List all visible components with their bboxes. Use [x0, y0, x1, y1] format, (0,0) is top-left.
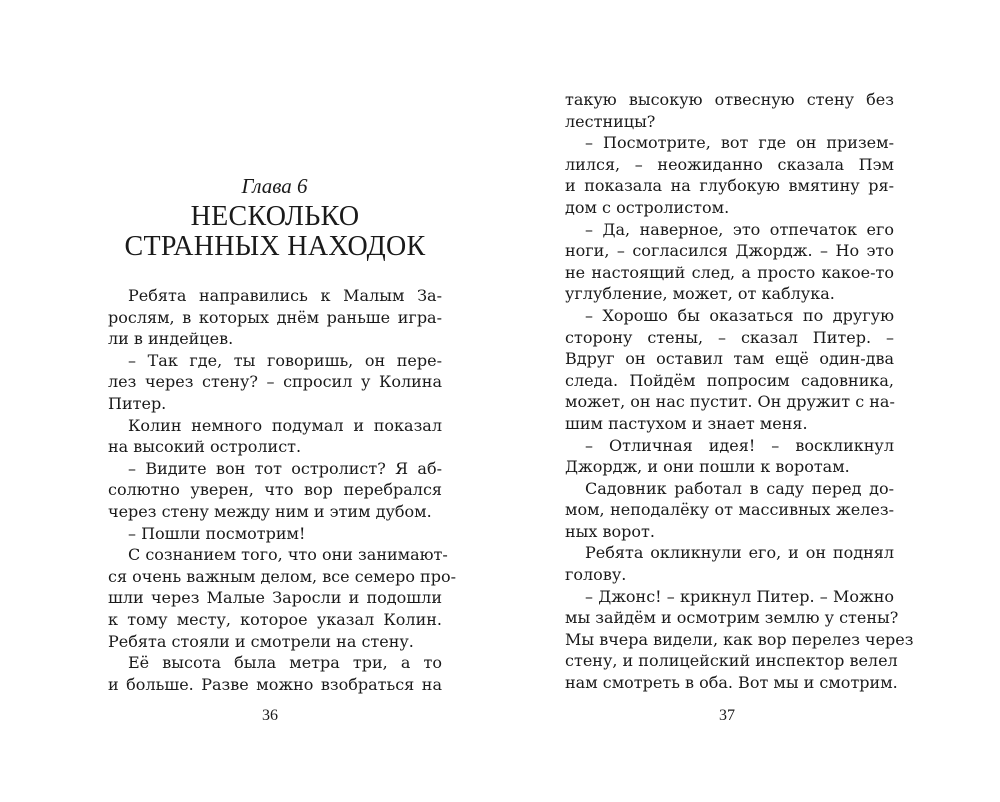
text-line: солютно уверен, что вор перебрался: [108, 480, 442, 500]
text-line: сторону стены, – сказал Питер. –: [565, 327, 894, 347]
text-line: через стену между ним и этим дубом.: [108, 501, 432, 521]
page-number: 37: [719, 707, 735, 724]
page-number: 36: [262, 707, 278, 724]
text-line: на высокий остролист.: [108, 437, 302, 457]
paragraph: [565, 132, 894, 218]
text-line: углубление, может, от каблука.: [565, 284, 835, 304]
text-line: – Джонс! – крикнул Питер. – Можно: [585, 586, 894, 606]
text-line: шим пастухом и знает меня.: [565, 413, 808, 433]
text-line: Колин немного подумал и показал: [128, 415, 442, 435]
text-line: дом с остролистом.: [565, 197, 730, 217]
text-line: С сознанием того, что они занимают-: [128, 545, 448, 565]
paragraph: [565, 89, 894, 132]
text-line: не настоящий след, а просто какое-то: [565, 262, 894, 282]
paragraph: [108, 350, 442, 415]
chapter-title-line: СТРАННЫХ НАХОДОК: [124, 231, 426, 262]
paragraph: [108, 544, 456, 652]
text-line: к тому месту, которое указал Колин.: [108, 609, 442, 629]
text-line: ных ворот.: [565, 521, 655, 541]
text-line: – Видите вон тот остролист? Я аб-: [128, 458, 442, 478]
text-line: лестницы?: [565, 111, 656, 131]
text-line: – Пошли посмотрим!: [128, 523, 306, 543]
page-body: [565, 89, 914, 694]
paragraph: [565, 586, 914, 694]
text-line: Питер.: [108, 393, 167, 413]
paragraph: [108, 652, 442, 695]
text-line: рослям, в которых днём раньше игра-: [108, 307, 442, 327]
text-line: ся очень важным делом, все семеро про-: [108, 566, 456, 586]
text-line: Её высота была метра три, а то: [128, 653, 442, 673]
text-line: и показала на глубокую вмятину ря-: [565, 176, 894, 196]
chapter-title: [90, 202, 460, 262]
text-line: мом, неподалёку от массивных желез-: [565, 500, 894, 520]
chapter-title-line: НЕСКОЛЬКО: [190, 201, 360, 232]
text-line: Мы вчера видели, как вор перелез через: [565, 629, 914, 649]
text-line: голову.: [565, 565, 627, 585]
right-page: [500, 0, 1000, 802]
text-line: ноги, – согласился Джордж. – Но это: [565, 241, 894, 261]
text-line: такую высокую отвесную стену без: [565, 90, 894, 109]
paragraph: [108, 458, 442, 523]
text-line: – Хорошо бы оказаться по другую: [585, 305, 894, 325]
text-line: лез через стену? – спросил у Колина: [108, 372, 442, 392]
chapter-label: Глава 6: [241, 174, 308, 198]
page-body: [108, 285, 456, 695]
paragraph: [108, 523, 442, 545]
text-line: Ребята направились к Малым За-: [128, 286, 442, 305]
text-line: шли через Малые Заросли и подошли: [108, 588, 442, 608]
text-line: – Так где, ты говоришь, он пере-: [128, 350, 442, 370]
text-line: ли в индейцев.: [108, 329, 234, 349]
text-line: следа. Пойдём попросим садовника,: [565, 370, 894, 390]
text-line: Ребята окликнули его, и он поднял: [585, 543, 894, 563]
paragraph: [565, 435, 894, 478]
text-line: Вдруг он оставил там ещё один-два: [565, 349, 894, 369]
paragraph: [108, 285, 442, 350]
paragraph: [565, 542, 894, 585]
paragraph: [565, 305, 894, 435]
text-line: – Отличная идея! – воскликнул: [585, 435, 894, 455]
text-line: стену, и полицейский инспектор велел: [565, 651, 898, 671]
text-line: Ребята стояли и смотрели на стену.: [108, 631, 414, 651]
paragraph: [565, 219, 894, 305]
text-line: мы зайдём и осмотрим землю у стены?: [565, 608, 899, 628]
paragraph: [565, 478, 894, 543]
text-line: Садовник работал в саду перед до-: [585, 478, 894, 498]
text-line: – Посмотрите, вот где он призем-: [585, 133, 894, 153]
text-line: нам смотреть в оба. Вот мы и смотрим.: [565, 673, 898, 693]
text-line: лился, – неожиданно сказала Пэм: [565, 154, 894, 174]
paragraph: [108, 415, 442, 458]
text-line: Джордж, и они пошли к воротам.: [565, 457, 850, 477]
text-line: может, он нас пустит. Он дружит с на-: [565, 392, 895, 412]
text-line: – Да, наверное, это отпечаток его: [585, 219, 894, 239]
text-line: и больше. Разве можно взобраться на: [108, 674, 442, 694]
